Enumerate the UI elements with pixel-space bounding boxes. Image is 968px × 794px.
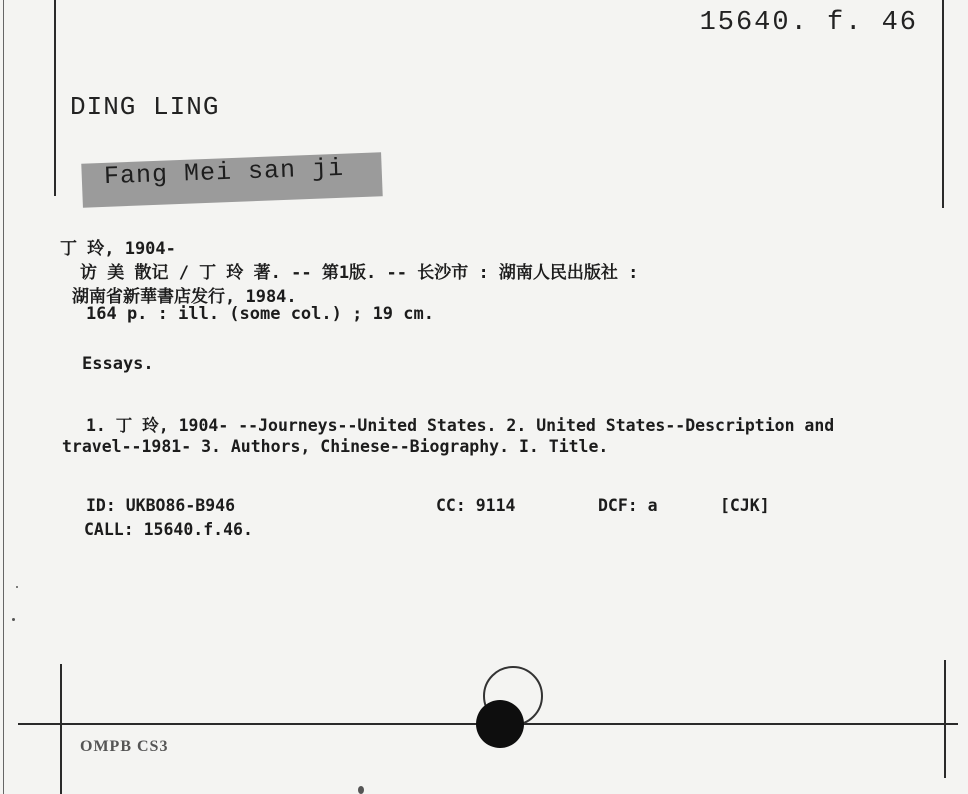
bottom-right-tick bbox=[944, 660, 946, 778]
right-border-line bbox=[942, 0, 944, 208]
record-cjk: [CJK] bbox=[720, 496, 770, 515]
record-dcf: DCF: a bbox=[598, 496, 658, 515]
title-statement: 访 美 散记 / 丁 玲 著. -- 第1版. -- 长沙市 : 湖南人民出版社 : bbox=[80, 263, 639, 283]
speck bbox=[16, 586, 18, 588]
author-entry: 丁 玲, 1904- bbox=[60, 239, 176, 259]
bottom-left-tick bbox=[60, 664, 62, 794]
highlighted-title: Fang Mei san ji bbox=[103, 153, 345, 192]
subjects-line-2: travel--1981- 3. Authors, Chinese--Biography. I. Title. bbox=[62, 437, 609, 456]
record-cc: CC: 9114 bbox=[436, 496, 516, 515]
subjects-line-1: 1. 丁 玲, 1904- --Journeys--United States. 2. United States--Description and bbox=[86, 416, 835, 435]
call-number-top: 15640. f. 46 bbox=[699, 8, 918, 38]
left-border-line bbox=[54, 0, 56, 196]
main-heading: DING LING bbox=[70, 92, 220, 122]
note-essays: Essays. bbox=[82, 354, 154, 374]
speck bbox=[358, 786, 364, 794]
record-call: CALL: 15640.f.46. bbox=[84, 520, 253, 539]
speck bbox=[12, 618, 15, 621]
publisher-line: 湖南省新華書店发行, 1984. bbox=[72, 287, 297, 307]
left-edge-line bbox=[3, 0, 4, 794]
record-id: ID: UKBO86-B946 bbox=[86, 496, 236, 515]
physical-description: 164 p. : ill. (some col.) ; 19 cm. bbox=[86, 304, 434, 324]
stamp-ompb: OMPB CS3 bbox=[80, 738, 169, 755]
punch-hole bbox=[476, 700, 524, 748]
